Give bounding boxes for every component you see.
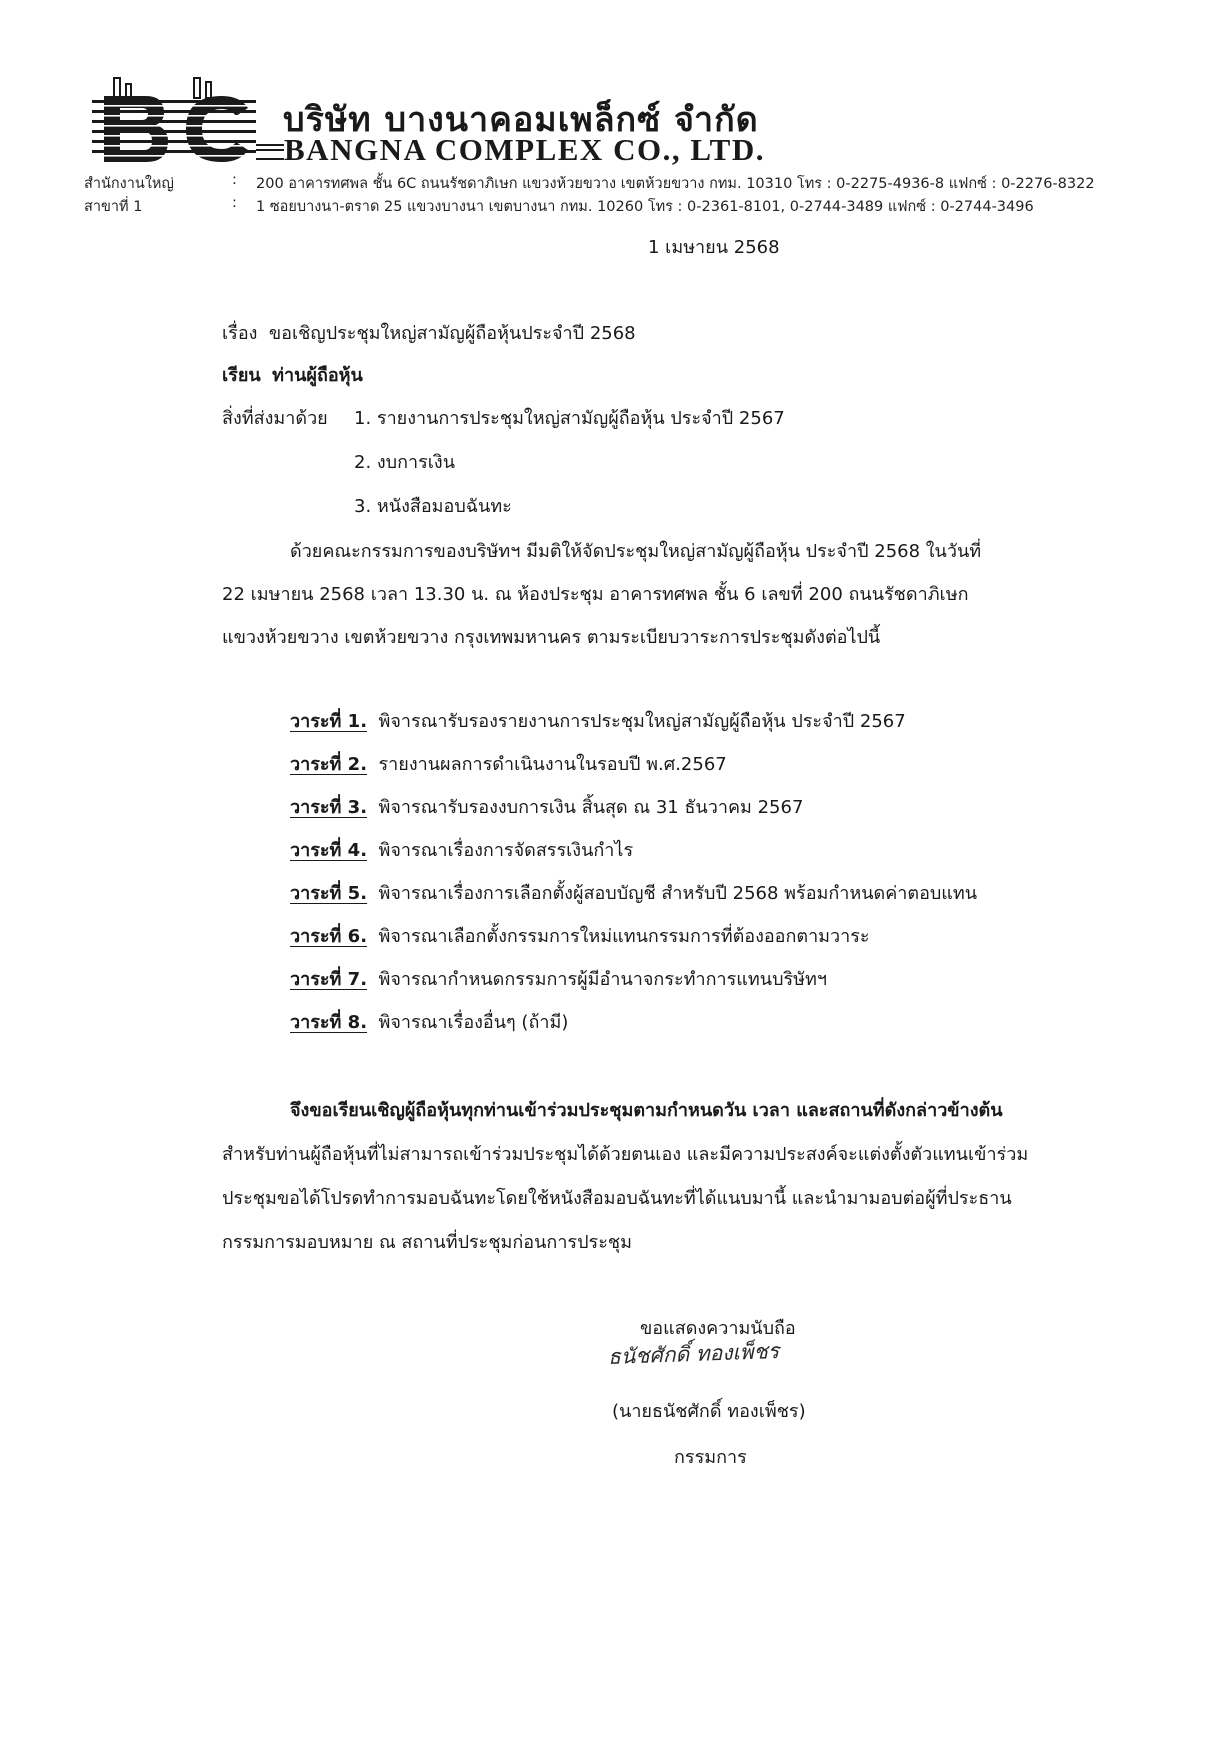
signatory-name: (นายธนัชศักดิ์ ทองเพ็ชร) [612, 1401, 806, 1422]
enclosure-item: 1. รายงานการประชุมใหญ่สามัญผู้ถือหุ้น ประจำปี 2567 [354, 408, 785, 429]
signatory-title: กรรมการ [674, 1447, 747, 1468]
office-label: สาขาที่ 1 [84, 199, 143, 215]
agenda-text: พิจารณารับรองรายงานการประชุมใหญ่สามัญผู้ถือหุ้น ประจำปี 2567 [378, 711, 906, 732]
agenda-item [290, 878, 977, 907]
agenda-item [290, 1007, 568, 1036]
agenda-number: วาระที่ 3. [290, 797, 368, 818]
subject-text: ขอเชิญประชุมใหญ่สามัญผู้ถือหุ้นประจำปี 2568 [268, 323, 636, 344]
enclosure-item: 3. หนังสือมอบฉันทะ [354, 496, 512, 517]
intro-line: ด้วยคณะกรรมการของบริษัทฯ มีมติให้จัดประชุมใหญ่สามัญผู้ถือหุ้น ประจำปี 2568 ในวันที่ [290, 541, 982, 562]
agenda-number: วาระที่ 4. [290, 840, 368, 861]
agenda-item [290, 792, 803, 821]
company-name-english: BANGNA COMPLEX CO., LTD. [284, 132, 765, 167]
agenda-text: พิจารณาเรื่องการจัดสรรเงินกำไร [378, 840, 634, 861]
agenda-text: พิจารณาเลือกตั้งกรรมการใหม่แทนกรรมการที่ต้องออกตามวาระ [378, 926, 870, 947]
recipient-label: เรียน [222, 365, 261, 386]
agenda-text: พิจารณากำหนดกรรมการผู้มีอำนาจกระทำการแทนบริษัทฯ [378, 969, 828, 990]
closing-line: จึงขอเรียนเชิญผู้ถือหุ้นทุกท่านเข้าร่วมประชุมตามกำหนดวัน เวลา และสถานที่ดังกล่าวข้างต้น [290, 1100, 1003, 1121]
closing-line: ประชุมขอได้โปรดทำการมอบฉันทะโดยใช้หนังสือมอบฉันทะที่ได้แนบมานี้ และนำมามอบต่อผู้ที่ประธาน [222, 1188, 1012, 1209]
enclosure-item: 2. งบการเงิน [354, 452, 456, 473]
office-address: 200 อาคารทศพล ชั้น 6C ถนนรัชดาภิเษก แขวงห้วยขวาง เขตห้วยขวาง กทม. 10310 โทร : 0-2275-4936-8 แฟกซ์ : 0-2276-8322 [256, 176, 1095, 192]
agenda-number: วาระที่ 5. [290, 883, 368, 904]
sign-off-regards: ขอแสดงความนับถือ [640, 1318, 796, 1339]
recipient-text: ท่านผู้ถือหุ้น [272, 365, 363, 386]
agenda-item [290, 964, 827, 993]
agenda-text: พิจารณาเรื่องอื่นๆ (ถ้ามี) [378, 1012, 569, 1033]
agenda-item [290, 835, 633, 864]
agenda-number: วาระที่ 2. [290, 754, 368, 775]
office-colon: : [232, 172, 237, 188]
agenda-text: พิจารณาเรื่องการเลือกตั้งผู้สอบบัญชี สำหรับปี 2568 พร้อมกำหนดค่าตอบแทน [378, 883, 978, 904]
company-name-thai: บริษัท บางนาคอมเพล็กซ์ จำกัด [283, 100, 759, 140]
agenda-item [290, 749, 727, 778]
office-address: 1 ซอยบางนา-ตราด 25 แขวงบางนา เขตบางนา กทม. 10260 โทร : 0-2361-8101, 0-2744-3489 แฟกซ์ : 0-2744-3496 [256, 199, 1034, 215]
agenda-number: วาระที่ 6. [290, 926, 368, 947]
agenda-item [290, 921, 870, 950]
closing-line: สำหรับท่านผู้ถือหุ้นที่ไม่สามารถเข้าร่วมประชุมได้ด้วยตนเอง และมีความประสงค์จะแต่งตั้งตัวแทนเข้าร่วม [222, 1144, 1029, 1165]
office-colon: : [232, 195, 237, 211]
recipient-line [222, 360, 363, 389]
enclosure-label: สิ่งที่ส่งมาด้วย [222, 408, 328, 429]
agenda-number: วาระที่ 7. [290, 969, 368, 990]
agenda-text: รายงานผลการดำเนินงานในรอบปี พ.ศ.2567 [378, 754, 727, 775]
subject-line [222, 318, 636, 347]
letter-date: 1 เมษายน 2568 [648, 237, 780, 258]
agenda-number: วาระที่ 8. [290, 1012, 368, 1033]
closing-line: กรรมการมอบหมาย ณ สถานที่ประชุมก่อนการประชุม [222, 1232, 632, 1253]
letterhead-rule [256, 144, 284, 160]
handwritten-signature: ธนัชศักดิ์ ทองเพ็ชร [607, 1339, 780, 1369]
intro-line: 22 เมษายน 2568 เวลา 13.30 น. ณ ห้องประชุม อาคารทศพล ชั้น 6 เลขที่ 200 ถนนรัชดาภิเษก [222, 584, 969, 605]
subject-label: เรื่อง [222, 323, 258, 344]
agenda-text: พิจารณารับรองงบการเงิน สิ้นสุด ณ 31 ธันวาคม 2567 [378, 797, 804, 818]
agenda-number: วาระที่ 1. [290, 711, 368, 732]
intro-line: แขวงห้วยขวาง เขตห้วยขวาง กรุงเทพมหานคร ตามระเบียบวาระการประชุมดังต่อไปนี้ [222, 627, 881, 648]
company-logo [92, 76, 256, 168]
agenda-item [290, 706, 906, 735]
office-label: สำนักงานใหญ่ [84, 176, 174, 192]
